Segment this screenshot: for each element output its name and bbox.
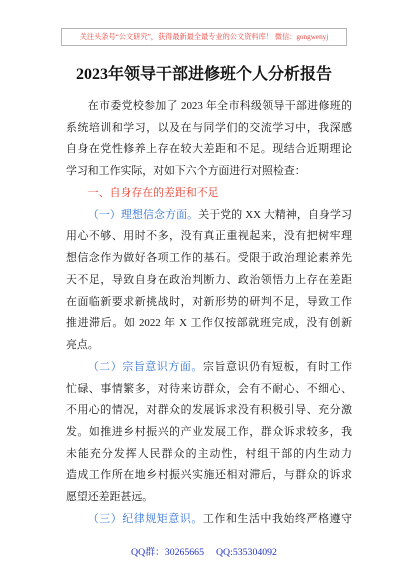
section-line: 想信念作为做好各项工作的基石。受限于政治理论素养先 bbox=[66, 252, 352, 265]
section-discipline-paragraph bbox=[66, 509, 352, 531]
intro-line: 学习和工作实际，对如下六个方面进行对照检查： bbox=[66, 165, 306, 178]
section-label: （二）宗旨意识方面。 bbox=[87, 360, 203, 373]
intro-line: 自身在党性修养上存在较大差距和不足。现结合近期理论 bbox=[66, 143, 352, 156]
header-banner bbox=[61, 28, 347, 46]
intro-paragraph bbox=[66, 96, 352, 183]
section-line-text: 工作和生活中我始终严格遵守 bbox=[202, 512, 352, 525]
section-purpose-paragraph bbox=[66, 357, 352, 509]
section-line-text: 关于党的 XX 大精神，自身学习 bbox=[198, 208, 352, 221]
footer-contacts bbox=[0, 546, 408, 560]
section-line: 造成工作所在地乡村振兴实施还相对滞后，与群众的诉求 bbox=[66, 469, 352, 482]
intro-line: 在市委党校参加了 2023 年全市科级领导干部进修班的 bbox=[87, 100, 352, 112]
document-title: 2023年领导干部进修班个人分析报告 bbox=[75, 66, 332, 83]
section-line: 未能充分发挥人民群众的主动性，村组干部的内生动力 bbox=[66, 447, 352, 460]
section-ideals-paragraph bbox=[66, 205, 352, 357]
section-line bbox=[66, 357, 352, 379]
section-line: 不用心的情况，对群众的发展诉求没有积极引导、充分激 bbox=[66, 404, 352, 417]
footer-qq-group: QQ群：30265665 bbox=[131, 547, 204, 558]
section-line: 发。如推进乡村振兴的产业发展工作，群众诉求较多，我 bbox=[66, 426, 352, 439]
section-line: 天不足，导致自身在政治判断力、政治领悟力上存在差距 bbox=[66, 273, 352, 286]
section-line-text: 宗旨意识仍有短板，有时工作 bbox=[202, 360, 352, 373]
section-line: 推进滞后。如 2022 年 X 工作仅按部就班完成，没有创新 bbox=[66, 317, 352, 330]
section-line bbox=[66, 205, 352, 227]
section-line bbox=[66, 509, 352, 531]
header-notice: 关注头条号“公文研究”，获得最新最全最专业的公文资料库！ 微信：gongwenyj bbox=[79, 33, 329, 41]
section-line: 在面临新要求新挑战时，对新形势的研判不足，导致工作 bbox=[66, 295, 352, 308]
section-line: 愿望还差距甚远。 bbox=[66, 491, 154, 504]
section-label: （三）纪律规矩意识。 bbox=[87, 512, 203, 525]
section-heading: 一、自身存在的差距和不足 bbox=[87, 186, 219, 199]
section-line: 用心不够、用时不多，没有真正重视起来，没有把树牢理 bbox=[66, 230, 352, 243]
section-label: （一）理想信念方面。 bbox=[87, 208, 199, 221]
intro-line: 系统培训和学习，以及在与同学们的交流学习中，我深感 bbox=[66, 121, 352, 134]
section-line: 忙碌、事情繁多，对待来访群众，会有不耐心、不细心、 bbox=[66, 382, 352, 395]
section-line: 亮点。 bbox=[66, 339, 99, 352]
document-body bbox=[66, 96, 352, 531]
footer-qq: QQ:535304092 bbox=[215, 547, 277, 558]
